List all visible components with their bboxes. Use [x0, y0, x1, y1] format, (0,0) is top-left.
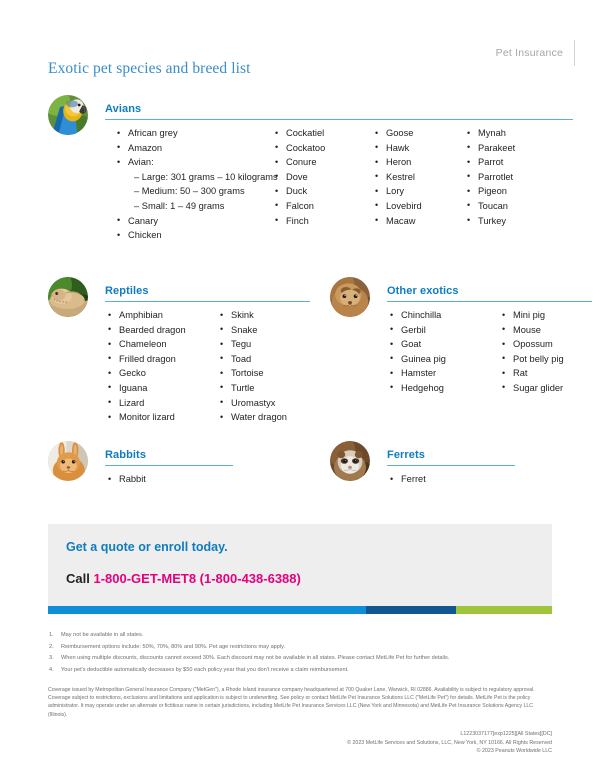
legal-text: Coverage issued by Metropolitan General Insurance Company ("MetGen"), a Rhode Island insurance company headquartered at 700 Quaker Lane, Warwick, RI 02886. Availability is subject to regulatory approval. Coverage subject to restrictions, exclusions and limitations and application is subject to underwriting. See policy or contact MetLife Pet Insurance Solutions LLC ("MetLife Pet") for details. MetLife Pet is the policy administrator. It may operate under an alternate or fictitious name in certain jurisdictions, including MetLife Pet Insurance Services LLC (New York and Minnesota) and MetLife Pet Insurance Solutions Agency LLC (Illinois). [48, 687, 535, 718]
section-rule-other-exotics [387, 301, 592, 302]
header-product-label: Pet Insurance [495, 47, 563, 59]
breed-item: • Amphibian [105, 308, 217, 323]
breed-column [217, 308, 287, 425]
breed-item: • Skink [217, 308, 287, 323]
brand-color-bar [48, 606, 552, 614]
brand-bar-segment-light-blue [48, 606, 366, 614]
breed-column [464, 126, 515, 243]
breed-column [387, 472, 426, 487]
breed-item: • Tegu [217, 337, 287, 352]
breed-item: • Mini pig [499, 308, 564, 323]
breed-item: • Water dragon [217, 410, 287, 425]
breed-column [499, 308, 564, 396]
section-columns-avians [105, 126, 573, 243]
breed-subitem: – Medium: 50 – 300 grams [134, 186, 245, 197]
section-columns-ferrets [387, 472, 515, 487]
section-title-other-exotics: Other exotics [387, 285, 459, 297]
legal-disclosure [48, 686, 552, 719]
breed-item: • Sugar glider [499, 381, 564, 396]
breed-item: • Lizard [105, 396, 217, 411]
section-columns-other-exotics [387, 308, 592, 396]
breed-column [372, 126, 464, 243]
breed-item: • Parrot [464, 155, 515, 170]
document-id: L1223037177[exp1225][All States][DC] [460, 731, 552, 737]
breed-item: • Toucan [464, 199, 515, 214]
breed-item: • Finch [272, 214, 372, 229]
breed-column [114, 126, 278, 243]
breed-item: • Toad [217, 352, 287, 367]
breed-item: • Cockatiel [272, 126, 372, 141]
copyright-peanuts: © 2023 Peanuts Worldwide LLC [476, 748, 552, 755]
footnote-item: Your pet's deductible automatically decreases by $50 each policy year that you don't receive a claim reimbursement. [61, 666, 349, 673]
breed-item: • Chinchilla [387, 308, 499, 323]
breed-item: • Parakeet [464, 141, 515, 156]
breed-item: • Gerbil [387, 323, 499, 338]
breed-item: • Snake [217, 323, 287, 338]
copyright-metlife: © 2023 MetLife Services and Solutions, LLC, New York, NY 10166. All Rights Reserved [347, 739, 552, 746]
breed-item: • Falcon [272, 199, 372, 214]
section-title-rabbits: Rabbits [105, 449, 147, 461]
page-header [496, 40, 575, 66]
ferret-photo-icon [330, 441, 370, 481]
brand-bar-segment-dark-blue [366, 606, 457, 614]
breed-item: • Goose [372, 126, 464, 141]
footnotes-list [48, 630, 568, 676]
breed-item: • Heron [372, 155, 464, 170]
header-divider [574, 40, 575, 66]
breed-item: • Goat [387, 337, 499, 352]
breed-column [272, 126, 372, 243]
cta-call-label: Call [66, 571, 94, 586]
breed-item: • Avian: [114, 155, 272, 170]
section-body-ferrets [387, 448, 515, 487]
breed-item: • Pigeon [464, 184, 515, 199]
breed-item: • Hedgehog [387, 381, 499, 396]
section-columns-rabbits [105, 472, 233, 487]
section-title-avians: Avians [105, 103, 142, 115]
breed-item: • Lovebird [372, 199, 464, 214]
breed-item: • Hawk [372, 141, 464, 156]
section-columns-reptiles [105, 308, 310, 425]
section-body-rabbits [105, 448, 233, 487]
breed-item: • Gecko [105, 366, 217, 381]
breed-item: • Rat [499, 366, 564, 381]
section-body-other-exotics [387, 284, 592, 396]
breed-item: • Conure [272, 155, 372, 170]
footnote-item: Reimbursement options include: 50%, 70%, 80% and 90%. Pet age restrictions may apply. [61, 643, 286, 650]
breed-item: • Cockatoo [272, 141, 372, 156]
breed-item: • Canary [114, 214, 272, 229]
cta-call-line [66, 571, 301, 586]
breed-item: • Amazon [114, 141, 272, 156]
cta-banner [48, 524, 552, 606]
section-rule-ferrets [387, 465, 515, 466]
breed-item: • Lory [372, 184, 464, 199]
section-title-reptiles: Reptiles [105, 285, 149, 297]
guinea-pig-photo-icon [330, 277, 370, 317]
cta-headline: Get a quote or enroll today. [66, 540, 228, 554]
page-title: Exotic pet species and breed list [48, 60, 251, 77]
breed-item: • Iguana [105, 381, 217, 396]
breed-item: • African grey [114, 126, 272, 141]
breed-item: • Opossum [499, 337, 564, 352]
section-rule-rabbits [105, 465, 233, 466]
breed-subitem: – Small: 1 – 49 grams [134, 200, 225, 211]
breed-column [387, 308, 499, 396]
footnote-item: May not be available in all states. [61, 632, 144, 638]
parrot-photo-icon [48, 95, 88, 135]
breed-item: • Tortoise [217, 366, 287, 381]
section-rule-avians [105, 119, 573, 120]
breed-item: • Pot belly pig [499, 352, 564, 367]
breed-column [105, 308, 217, 425]
colophon [132, 730, 552, 756]
breed-item: • Monitor lizard [105, 410, 217, 425]
breed-item: • Kestrel [372, 170, 464, 185]
cta-phone-number[interactable]: 1-800-GET-MET8 (1-800-438-6388) [93, 571, 301, 586]
rabbit-photo-icon [48, 441, 88, 481]
breed-item: • Dove [272, 170, 372, 185]
breed-subitem: – Large: 301 grams – 10 kilograms [134, 171, 278, 182]
breed-item: • Ferret [387, 472, 426, 487]
breed-item: • Turkey [464, 214, 515, 229]
breed-item: • Macaw [372, 214, 464, 229]
footnote-item: When using multiple discounts, discounts cannot exceed 30%. Each discount may not be available in all states. Please contact MetLife Pet for further details. [61, 655, 450, 662]
breed-item: • Bearded dragon [105, 323, 217, 338]
footnotes [48, 630, 568, 676]
brand-bar-segment-green [456, 606, 552, 614]
breed-column [105, 472, 146, 487]
breed-item: • Uromastyx [217, 396, 287, 411]
breed-item: • Hamster [387, 366, 499, 381]
breed-item: • Rabbit [105, 472, 146, 487]
section-body-reptiles [105, 284, 310, 425]
breed-item: • Mouse [499, 323, 564, 338]
breed-item: • Duck [272, 184, 372, 199]
bearded-dragon-photo-icon [48, 277, 88, 317]
breed-item: • Chameleon [105, 337, 217, 352]
breed-item: • Turtle [217, 381, 287, 396]
breed-item: • Frilled dragon [105, 352, 217, 367]
section-rule-reptiles [105, 301, 310, 302]
breed-item: • Chicken [114, 228, 272, 243]
breed-item: • Guinea pig [387, 352, 499, 367]
section-body-avians [105, 102, 573, 243]
breed-item: • Parrotlet [464, 170, 515, 185]
breed-item: • Mynah [464, 126, 515, 141]
section-title-ferrets: Ferrets [387, 449, 425, 461]
